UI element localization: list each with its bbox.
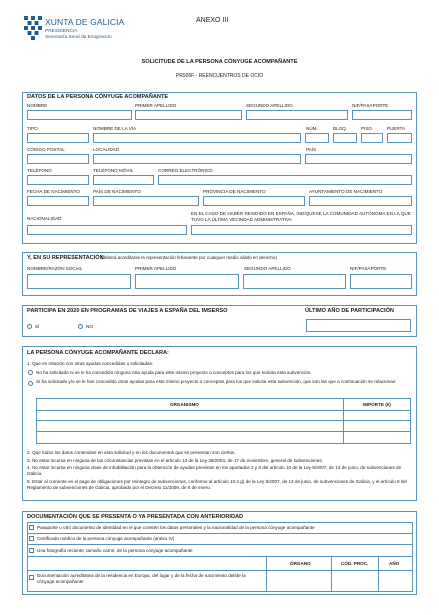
provnac-field[interactable] [203,196,305,206]
email-field[interactable] [158,175,412,185]
label-nombre: NOMBRE [27,103,48,108]
organo-cell[interactable] [267,571,330,591]
doc-certificado: Certificado médico de la persona cónyuge acompañante (anexo IV) [37,536,175,541]
option-no-ayudas: No ha solicitado ni se le ha concedido ninguna otra ayuda para este mismo proyecto o conceptos para los que solicita esta subvención. [36,370,312,375]
label-provnac: PROVINCIA DE NACIMIENTO [203,189,266,194]
doc-residencia: Documentación acreditativa de la residencia en Europa, del lugar y de la fecha de nacimiento del/de la cónyuge acompañante [37,573,246,585]
section-title: LA PERSONA CÓNYUGE ACOMPAÑANTE DECLARA: [27,350,169,356]
label-localidad: LOCALIDAD [93,147,120,152]
label-nif: NIF/PASAPORTE [352,103,389,108]
procedure-code: PR926F - REENCUENTROS DE OCIO [175,73,264,79]
cod-proc-cell[interactable] [332,571,377,591]
label-rep-nombre: NOMBRE/RAZÓN SOCIAL [27,266,83,271]
section-title: Y, EN SU REPRESENTACIÓN [27,255,104,261]
residencia-checkbox[interactable] [29,575,34,580]
rep-apellido2-field[interactable] [243,274,346,289]
via-field[interactable] [93,133,301,143]
label-telefono: TELÉFONO [27,168,52,173]
nacionalidad-field[interactable] [27,225,187,235]
label-ultimo-ano: ÚLTIMO AÑO DE PARTICIPACIÓN [305,308,394,314]
label-movil: TELÉFONO MÓVIL [93,168,134,173]
label-rep-apellido2: SEGUNDO APELLIDO [244,266,291,271]
declaracion-3: 3. No estar incursa en ninguna de las circunstancias previstas en el artículo 13 de la Ley 38/2003, de 17 de noviembre, general de subvenciones. [27,458,323,463]
nif-field[interactable] [352,110,412,120]
section-title: PARTICIPA EN 2020 EN PROGRAMAS DE VIAJES A ESPAÑA DEL IMSERSO [27,308,228,314]
ayuda-row-3[interactable] [37,432,410,443]
col-ano: AÑO [389,561,400,566]
label-num: NÚM. [306,126,318,131]
label-email: CORREO ELECTRÓNICO [158,168,213,173]
aytonac-field[interactable] [309,196,412,206]
ayuda-row-1[interactable] [37,411,410,420]
rep-nif-field[interactable] [350,274,412,289]
rep-nombre-field[interactable] [27,274,131,289]
section-title: DOCUMENTACIÓN QUE SE PRESENTA O YA PRESENTADA CON ANTERIORIDAD [27,514,244,520]
annex-label: ANEXO III [196,17,229,24]
form-title: SOLICITUDE DE LA PERSONA CÓNYUGE ACOMPAÑANTE [141,59,298,65]
declaracion-2: 2. Que todos los datos contenidos en esta solicitud y en los documentos que se presentan son ciertos. [27,450,236,455]
rep-apellido1-field[interactable] [135,274,239,289]
ano-cell[interactable] [379,571,412,591]
label-si: SÍ [35,324,40,329]
label-fnac: FECHA DE NACIMIENTO [27,189,81,194]
doc-pasaporte: Pasaporte u otro documento de identidad en el que consten los datos personales y la nacionalidad de la persona cónyuge acompañante [37,525,315,530]
piso-field[interactable] [361,133,383,143]
label-apellido2: SEGUNDO APELLIDO [246,103,293,108]
label-pnac: PAÍS DE NACIMIENTO [93,189,141,194]
movil-field[interactable] [93,175,154,185]
option-si-ayudas: Sí ha solicitado y/o se le han concedido otras ayudas para este mismo proyecto o conceptos para los que solicita esta subvención, que son las que a continuación se relacionan: [36,379,397,384]
xunta-logo-icon [22,15,44,41]
xunta-logo [22,15,44,41]
ultimo-ano-field[interactable] [306,319,411,332]
telefono-field[interactable] [27,175,89,185]
ayuda-row-2[interactable] [37,421,410,430]
label-nacionalidad: NACIONALIDAD [27,216,62,221]
col-cod-proc: CÓD. PROC. [341,561,369,566]
puerta-field[interactable] [387,133,412,143]
label-puerta: PUERTA [387,126,406,131]
label-residencia: EN EL CASO DE HABER RESIDIDO EN ESPAÑA, INDÍQUESE LA COMUNIDAD AUTÓNOMA EN LA QUE TUVO LA ÚLTIMA VECINDAD ADMINISTRATIVA [191,211,411,223]
nombre-field[interactable] [27,110,132,120]
tipo-field[interactable] [27,133,89,143]
no-radio[interactable] [78,324,83,329]
subdepartment: Secretaría Xeral da Emigración [45,35,112,40]
fotografia-checkbox[interactable] [29,548,34,553]
residencia-field[interactable] [191,225,412,235]
doc-fotografia: Una fotografía reciente, tamaño carné, de la persona cónyuge acompañante [37,548,193,553]
label-aytonac: AYUNTAMIENTO DE NACIMIENTO [309,189,383,194]
label-bloq: BLOQ. [333,126,348,131]
label-rep-nif: NIF/PASAPORTE [350,266,387,271]
apellido1-field[interactable] [135,110,242,120]
certificado-checkbox[interactable] [29,536,34,541]
si-radio[interactable] [27,324,32,329]
label-no: NO [86,324,93,329]
si-ayudas-radio[interactable] [28,381,33,386]
brand-name: XUNTA DE GALICIA [45,17,125,27]
num-field[interactable] [305,133,329,143]
label-tipo: TIPO [27,126,38,131]
department: PRESIDENCIA [45,29,78,34]
cp-field[interactable] [27,154,89,164]
pasaporte-checkbox[interactable] [29,525,34,530]
apellido2-field[interactable] [246,110,348,120]
col-organo: ÓRGANO [290,561,311,566]
localidad-field[interactable] [93,154,301,164]
pais-field[interactable] [305,154,412,164]
label-piso: PISO [361,126,372,131]
bloq-field[interactable] [333,133,357,143]
doc-divider [27,544,413,545]
doc-divider [27,556,413,557]
fnac-field[interactable] [27,196,89,206]
declaracion-5: 5. Estar al corriente en el pago de obligaciones por reintegro de subvenciones, conforme al artículo 10.2.g) de la Ley 9/2007, de 13 de junio, de subvenciones de Galicia, y el artículo 9 del Reglamento de subvenciones de Galicia, aprobado por el Decreto 11/2009, de 8 de enero. [27,479,407,491]
label-rep-apellido1: PRIMER APELLIDO [135,266,177,271]
label-pais: PAÍS [306,147,317,152]
label-cp: CÓDIGO POSTAL [27,147,65,152]
label-apellido1: PRIMER APELLIDO [135,103,177,108]
section-title: DATOS DE LA PERSONA CÓNYUGE ACOMPAÑANTE [27,94,169,100]
representacion-note: (deberá acreditarse la representación fehaciente por cualquier medio válido en derecho) [101,255,277,260]
declaracion-4: 4. No estar incursa en ninguna clase de inhabilitación para la obtención de ayudas previstas en los apartados 2 y 3 del artículo 10 de la Ley 9/2007, de 13 de junio, de subvenciones de Galicia. [27,465,402,477]
declaracion-1: 1. Que en relación con otras ayudas concedidas o solicitadas: [27,361,154,366]
pnac-field[interactable] [93,196,199,206]
col-importe: IMPORTE (€) [363,402,391,407]
doc-divider [27,533,413,534]
col-organismo: ORGANISMO [170,402,199,407]
no-ayudas-radio[interactable] [28,370,33,375]
label-via: NOMBRE DE LA VÍA [93,126,137,131]
